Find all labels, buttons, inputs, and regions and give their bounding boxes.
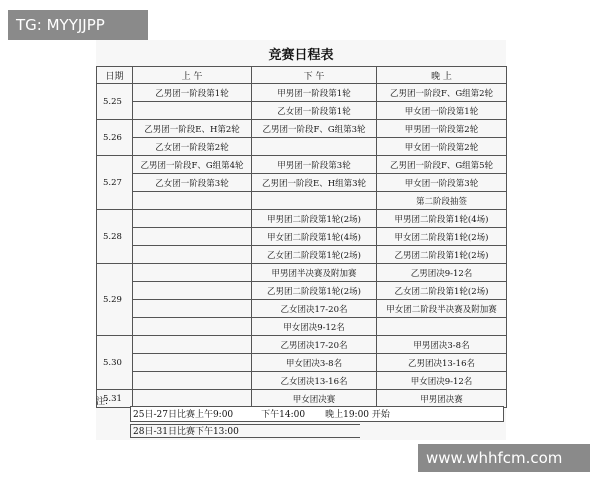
event-cell-eve: 甲男团二阶段第1轮(4场): [377, 210, 507, 228]
schedule-body: [97, 84, 507, 408]
note-label: 注:: [96, 397, 109, 407]
event-cell-am: [133, 372, 252, 390]
event-cell-eve: 甲女团决9-12名: [377, 372, 507, 390]
event-cell-eve: 甲女团一阶段第2轮: [377, 138, 507, 156]
event-cell-eve: 乙男团二阶段第1轮(2场): [377, 246, 507, 264]
date-cell: 5.25: [97, 84, 133, 120]
event-cell-eve: 乙男团决13-16名: [377, 354, 507, 372]
table-row: [97, 174, 507, 192]
schedule-table: [96, 66, 507, 408]
date-cell: 5.26: [97, 120, 133, 156]
table-row: [97, 300, 507, 318]
note-times-1: [130, 406, 504, 422]
event-cell-pm: 甲女团二阶段第1轮(4场): [252, 228, 377, 246]
date-cell: 5.31: [97, 390, 133, 408]
event-cell-am: [133, 300, 252, 318]
event-cell-eve: 乙男团决9-12名: [377, 264, 507, 282]
table-row: [97, 282, 507, 300]
table-row: [97, 102, 507, 120]
event-cell-eve: 乙男团一阶段F、G组第5轮: [377, 156, 507, 174]
event-cell-pm: 乙女团决13-16名: [252, 372, 377, 390]
event-cell-pm: 甲男团一阶段第3轮: [252, 156, 377, 174]
table-row: [97, 390, 507, 408]
date-cell: 5.28: [97, 210, 133, 264]
event-cell-eve: 第二阶段抽签: [377, 192, 507, 210]
schedule-title: 竞赛日程表: [268, 48, 334, 63]
table-row: [97, 138, 507, 156]
event-cell-pm: 乙男团决17-20名: [252, 336, 377, 354]
event-cell-am: 乙男团一阶段E、H第2轮: [133, 120, 252, 138]
event-cell-pm: 乙男团一阶段F、G组第3轮: [252, 120, 377, 138]
header-morning: 上 午: [133, 67, 252, 84]
table-row: [97, 372, 507, 390]
event-cell-pm: 甲男团一阶段第1轮: [252, 84, 377, 102]
event-cell-am: [133, 192, 252, 210]
table-row: [97, 318, 507, 336]
table-row: [97, 336, 507, 354]
date-cell: 5.27: [97, 156, 133, 210]
event-cell-pm: 乙女团决17-20名: [252, 300, 377, 318]
table-row: [97, 192, 507, 210]
event-cell-eve: 甲男团决赛: [377, 390, 507, 408]
event-cell-am: [133, 354, 252, 372]
note-morning-time: 25日-27日比赛上午9:00: [133, 410, 234, 420]
event-cell-am: 乙男团一阶段第1轮: [133, 84, 252, 102]
event-cell-pm: 乙女团一阶段第1轮: [252, 102, 377, 120]
event-cell-eve: 甲女团一阶段第3轮: [377, 174, 507, 192]
event-cell-am: [133, 318, 252, 336]
date-cell: 5.29: [97, 264, 133, 336]
table-row: [97, 120, 507, 138]
header-row: [97, 67, 507, 84]
event-cell-eve: 甲女团二阶段半决赛及附加赛: [377, 300, 507, 318]
event-cell-pm: 甲男团半决赛及附加赛: [252, 264, 377, 282]
event-cell-eve: 甲女团二阶段第1轮(2场): [377, 228, 507, 246]
event-cell-eve: 甲女团一阶段第1轮: [377, 102, 507, 120]
event-cell-pm: 甲女团决3-8名: [252, 354, 377, 372]
note-evening-time: 晚上19:00 开始: [325, 410, 390, 420]
watermark-bottom-right: www.whhfcm.com: [418, 444, 590, 472]
note-times-2: 28日-31日比赛下午13:00: [130, 424, 360, 438]
event-cell-am: [133, 228, 252, 246]
header-date: 日期: [97, 67, 133, 84]
table-row: [97, 246, 507, 264]
event-cell-pm: 乙男团一阶段E、H组第3轮: [252, 174, 377, 192]
event-cell-am: [133, 390, 252, 408]
table-row: [97, 354, 507, 372]
event-cell-am: [133, 246, 252, 264]
table-row: [97, 228, 507, 246]
table-row: [97, 156, 507, 174]
event-cell-am: [133, 264, 252, 282]
event-cell-am: [133, 336, 252, 354]
event-cell-pm: [252, 138, 377, 156]
note-afternoon-time: 下午14:00: [261, 410, 306, 420]
event-cell-am: [133, 282, 252, 300]
event-cell-eve: 甲男团一阶段第2轮: [377, 120, 507, 138]
date-cell: 5.30: [97, 336, 133, 390]
header-afternoon: 下 午: [252, 67, 377, 84]
table-row: [97, 84, 507, 102]
event-cell-eve: 乙男团一阶段F、G组第2轮: [377, 84, 507, 102]
event-cell-am: 乙女团一阶段第3轮: [133, 174, 252, 192]
event-cell-am: [133, 210, 252, 228]
event-cell-pm: 甲女团决赛: [252, 390, 377, 408]
event-cell-am: 乙男团一阶段F、G组第4轮: [133, 156, 252, 174]
event-cell-eve: 乙女团二阶段第1轮(2场): [377, 282, 507, 300]
event-cell-pm: 乙女团二阶段第1轮(2场): [252, 246, 377, 264]
event-cell-am: 乙女团一阶段第2轮: [133, 138, 252, 156]
event-cell-pm: 甲女团决9-12名: [252, 318, 377, 336]
table-row: [97, 210, 507, 228]
table-row: [97, 264, 507, 282]
header-evening: 晚 上: [377, 67, 507, 84]
event-cell-pm: 乙男团二阶段第1轮(2场): [252, 282, 377, 300]
event-cell-pm: [252, 192, 377, 210]
event-cell-pm: 甲男团二阶段第1轮(2场): [252, 210, 377, 228]
event-cell-eve: 甲男团决3-8名: [377, 336, 507, 354]
watermark-top-left: TG: MYYJJPP: [8, 10, 148, 40]
event-cell-eve: [377, 318, 507, 336]
event-cell-am: [133, 102, 252, 120]
